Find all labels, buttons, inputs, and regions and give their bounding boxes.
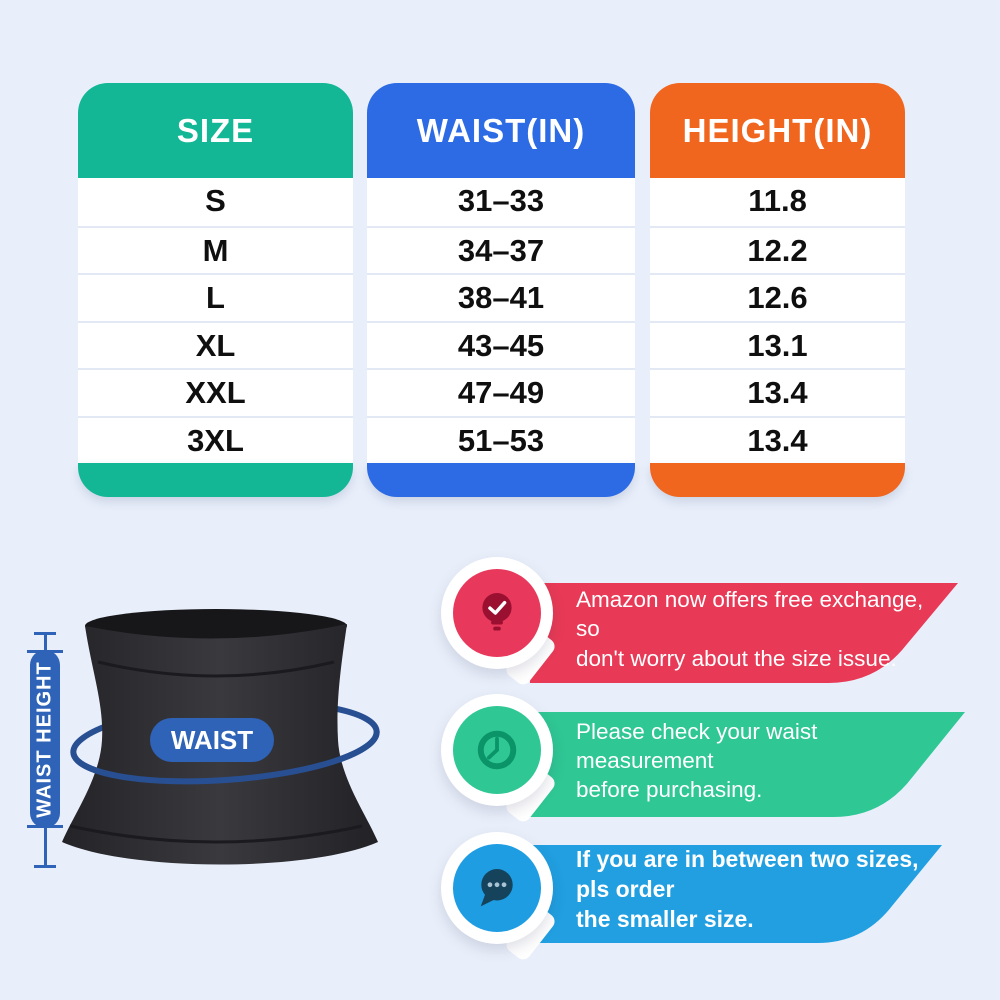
column-body-size xyxy=(78,178,353,463)
table-cell: 11.8 xyxy=(748,183,807,218)
info-banner-measure xyxy=(530,712,965,817)
info-banner-between-sizes xyxy=(530,845,942,943)
table-cell: 47–49 xyxy=(367,368,635,416)
table-cell: 13.1 xyxy=(650,321,905,369)
table-cell: 43–45 xyxy=(367,321,635,369)
banner-icon-group xyxy=(441,832,553,944)
table-cell: XXL xyxy=(78,368,353,416)
waist-height-gauge xyxy=(25,632,65,868)
column-footer-height xyxy=(650,463,905,497)
table-cell: 34–37 xyxy=(367,226,635,274)
table-cell: 13.4 xyxy=(650,368,905,416)
banner-icon-group xyxy=(441,694,553,806)
waist-height-label: WAIST HEIGHT xyxy=(33,660,56,818)
table-cell: M xyxy=(78,226,353,274)
magnifier-ring xyxy=(441,557,553,669)
column-body-height xyxy=(650,178,905,463)
column-header-waist: WAIST(IN) xyxy=(367,83,635,178)
clock-icon xyxy=(453,706,541,794)
column-footer-size xyxy=(78,463,353,497)
magnifier-ring xyxy=(441,694,553,806)
waist-label: WAIST xyxy=(170,725,254,755)
column-footer-waist xyxy=(367,463,635,497)
waist-trainer-illustration xyxy=(10,600,400,880)
size-table-column-size xyxy=(78,83,353,497)
table-cell: 12.2 xyxy=(650,226,905,274)
waist-trainer-graphic xyxy=(10,600,400,880)
banner-text xyxy=(576,845,926,935)
table-cell: 38–41 xyxy=(367,273,635,321)
banner-line: If you are in between two sizes, pls order xyxy=(576,846,919,903)
banner-line: Please check your waist measurement xyxy=(576,718,818,773)
table-cell: 51–53 xyxy=(367,416,635,464)
column-header-size: SIZE xyxy=(78,83,353,178)
size-table-column-waist xyxy=(367,83,635,497)
gauge-bottom-cap xyxy=(34,865,56,868)
banner-line: don't worry about the size issue. xyxy=(576,645,897,671)
column-body-waist xyxy=(367,178,635,463)
gauge-top-cap xyxy=(34,632,56,635)
table-cell: 3XL xyxy=(78,416,353,464)
banner-line: the smaller size. xyxy=(576,905,754,932)
size-table-column-height xyxy=(650,83,905,497)
table-cell: XL xyxy=(78,321,353,369)
chat-dots-icon xyxy=(453,844,541,932)
banner-text xyxy=(576,712,926,809)
banner-line: Amazon now offers free exchange, so xyxy=(576,587,924,642)
banner-icon-group xyxy=(441,557,553,669)
banner-line: before purchasing. xyxy=(576,777,763,803)
info-banner-exchange xyxy=(530,583,958,683)
table-cell: S xyxy=(205,183,226,218)
column-header-height: HEIGHT(IN) xyxy=(650,83,905,178)
table-cell: L xyxy=(78,273,353,321)
table-cell: 13.4 xyxy=(650,416,905,464)
banner-text xyxy=(576,583,926,675)
lightbulb-check-icon xyxy=(453,569,541,657)
table-cell: 12.6 xyxy=(650,273,905,321)
table-cell: 31–33 xyxy=(457,183,545,218)
magnifier-ring xyxy=(441,832,553,944)
waist-height-pill xyxy=(30,650,60,828)
